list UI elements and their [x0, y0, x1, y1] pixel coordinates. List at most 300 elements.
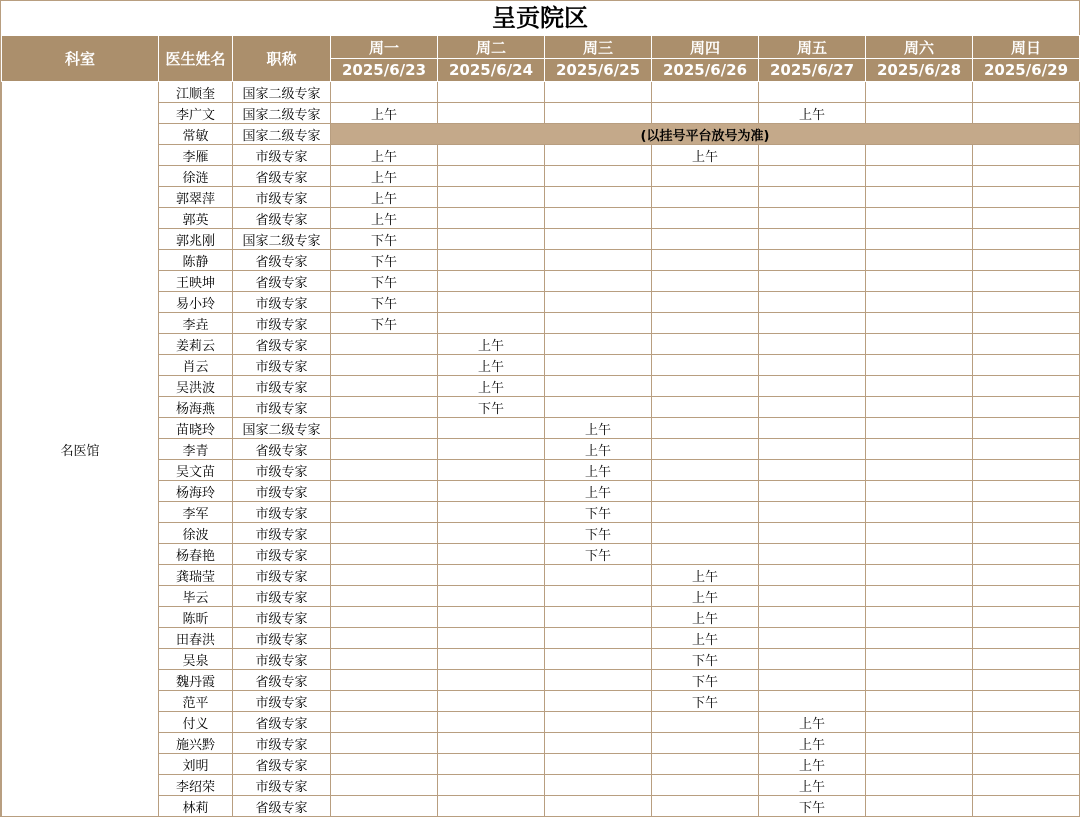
table-row: [2, 397, 1080, 418]
slot-cell: 上午: [652, 607, 759, 628]
slot-cell: [331, 691, 438, 712]
doctor-name-cell: 李青: [159, 439, 233, 460]
slot-cell: [866, 796, 973, 817]
slot-cell: [331, 796, 438, 817]
slot-cell: [866, 754, 973, 775]
rank-cell: 市级专家: [233, 523, 331, 544]
header-dept: 科室: [2, 36, 159, 82]
rank-cell: 省级专家: [233, 334, 331, 355]
doctor-name-cell: 刘明: [159, 754, 233, 775]
slot-cell: [652, 523, 759, 544]
slot-cell: [545, 103, 652, 124]
slot-cell: 下午: [545, 502, 652, 523]
doctor-name-cell: 龚瑞莹: [159, 565, 233, 586]
slot-cell: [331, 418, 438, 439]
slot-cell: [652, 775, 759, 796]
slot-cell: [331, 502, 438, 523]
header-weekday: 周五: [759, 36, 866, 59]
slot-cell: [973, 670, 1080, 691]
slot-cell: [973, 481, 1080, 502]
rank-cell: 国家二级专家: [233, 229, 331, 250]
slot-cell: [973, 82, 1080, 103]
slot-cell: [973, 271, 1080, 292]
header-weekday: 周日: [973, 36, 1080, 59]
slot-cell: [973, 208, 1080, 229]
slot-cell: [545, 712, 652, 733]
slot-cell: [866, 439, 973, 460]
slot-cell: [545, 208, 652, 229]
slot-cell: [866, 628, 973, 649]
slot-cell: [545, 586, 652, 607]
doctor-name-cell: 江顺奎: [159, 82, 233, 103]
slot-cell: [331, 544, 438, 565]
slot-cell: [652, 376, 759, 397]
rank-cell: 市级专家: [233, 607, 331, 628]
slot-cell: [652, 334, 759, 355]
slot-cell: [331, 607, 438, 628]
slot-cell: 下午: [545, 544, 652, 565]
slot-cell: 上午: [759, 733, 866, 754]
slot-cell: [652, 460, 759, 481]
slot-cell: [545, 271, 652, 292]
slot-cell: [866, 523, 973, 544]
slot-cell: [866, 544, 973, 565]
header-date: 2025/6/29: [973, 59, 1080, 82]
rank-cell: 国家二级专家: [233, 418, 331, 439]
table-row: [2, 103, 1080, 124]
slot-cell: 上午: [545, 439, 652, 460]
doctor-name-cell: 吴文苗: [159, 460, 233, 481]
slot-cell: [759, 187, 866, 208]
slot-cell: [759, 607, 866, 628]
slot-cell: [973, 628, 1080, 649]
table-row: [2, 523, 1080, 544]
rank-cell: 市级专家: [233, 775, 331, 796]
slot-cell: [438, 670, 545, 691]
slot-cell: [438, 103, 545, 124]
slot-cell: [973, 439, 1080, 460]
slot-cell: [652, 208, 759, 229]
doctor-name-cell: 徐波: [159, 523, 233, 544]
slot-cell: 上午: [438, 334, 545, 355]
table-row: [2, 334, 1080, 355]
table-row: [2, 586, 1080, 607]
slot-cell: [331, 82, 438, 103]
rank-cell: 市级专家: [233, 544, 331, 565]
slot-cell: [545, 565, 652, 586]
slot-cell: [759, 166, 866, 187]
slot-cell: [652, 313, 759, 334]
slot-cell: [652, 187, 759, 208]
slot-cell: [331, 481, 438, 502]
slot-cell: [438, 460, 545, 481]
slot-cell: [652, 754, 759, 775]
slot-cell: [973, 313, 1080, 334]
schedule-note-cell: (以挂号平台放号为准): [331, 124, 1080, 145]
slot-cell: [759, 292, 866, 313]
doctor-name-cell: 李军: [159, 502, 233, 523]
slot-cell: [973, 691, 1080, 712]
slot-cell: 下午: [652, 649, 759, 670]
rank-cell: 市级专家: [233, 649, 331, 670]
doctor-name-cell: 李绍荣: [159, 775, 233, 796]
slot-cell: [438, 439, 545, 460]
slot-cell: 下午: [652, 691, 759, 712]
rank-cell: 市级专家: [233, 460, 331, 481]
slot-cell: [331, 334, 438, 355]
slot-cell: 下午: [331, 229, 438, 250]
slot-cell: [866, 397, 973, 418]
slot-cell: [331, 355, 438, 376]
slot-cell: [652, 712, 759, 733]
slot-cell: [759, 439, 866, 460]
slot-cell: [866, 313, 973, 334]
slot-cell: 上午: [652, 565, 759, 586]
rank-cell: 省级专家: [233, 796, 331, 817]
slot-cell: [759, 544, 866, 565]
table-row: [2, 166, 1080, 187]
slot-cell: [545, 145, 652, 166]
slot-cell: [545, 313, 652, 334]
slot-cell: [866, 586, 973, 607]
slot-cell: [973, 775, 1080, 796]
rank-cell: 市级专家: [233, 355, 331, 376]
table-row: [2, 376, 1080, 397]
slot-cell: [331, 439, 438, 460]
slot-cell: [331, 565, 438, 586]
slot-cell: [331, 523, 438, 544]
slot-cell: [652, 250, 759, 271]
table-row: [2, 691, 1080, 712]
rank-cell: 市级专家: [233, 187, 331, 208]
doctor-name-cell: 吴泉: [159, 649, 233, 670]
table-row: [2, 439, 1080, 460]
slot-cell: 上午: [331, 187, 438, 208]
slot-cell: [652, 796, 759, 817]
slot-cell: [973, 586, 1080, 607]
slot-cell: [438, 628, 545, 649]
header-date: 2025/6/26: [652, 59, 759, 82]
doctor-name-cell: 陈静: [159, 250, 233, 271]
slot-cell: [545, 796, 652, 817]
doctor-name-cell: 魏丹霞: [159, 670, 233, 691]
slot-cell: 上午: [331, 103, 438, 124]
slot-cell: [973, 544, 1080, 565]
slot-cell: 上午: [652, 145, 759, 166]
table-row: [2, 565, 1080, 586]
slot-cell: [652, 439, 759, 460]
rank-cell: 市级专家: [233, 292, 331, 313]
header-date: 2025/6/24: [438, 59, 545, 82]
slot-cell: 上午: [759, 103, 866, 124]
slot-cell: [331, 649, 438, 670]
slot-cell: [331, 712, 438, 733]
slot-cell: [545, 355, 652, 376]
slot-cell: 上午: [331, 145, 438, 166]
slot-cell: [545, 649, 652, 670]
table-row: [2, 733, 1080, 754]
slot-cell: [545, 250, 652, 271]
slot-cell: [866, 271, 973, 292]
slot-cell: [973, 649, 1080, 670]
slot-cell: [652, 82, 759, 103]
slot-cell: [759, 649, 866, 670]
slot-cell: [866, 187, 973, 208]
slot-cell: [866, 145, 973, 166]
slot-cell: 上午: [545, 481, 652, 502]
doctor-name-cell: 郭兆刚: [159, 229, 233, 250]
slot-cell: [866, 502, 973, 523]
rank-cell: 省级专家: [233, 250, 331, 271]
table-row: [2, 775, 1080, 796]
slot-cell: [759, 355, 866, 376]
slot-cell: [759, 670, 866, 691]
slot-cell: [331, 460, 438, 481]
slot-cell: [759, 229, 866, 250]
doctor-name-cell: 苗晓玲: [159, 418, 233, 439]
slot-cell: [866, 208, 973, 229]
slot-cell: [545, 775, 652, 796]
rank-cell: 市级专家: [233, 691, 331, 712]
table-row: [2, 418, 1080, 439]
table-row: [2, 712, 1080, 733]
table-row: [2, 82, 1080, 103]
slot-cell: [973, 145, 1080, 166]
slot-cell: [759, 250, 866, 271]
slot-cell: 上午: [652, 586, 759, 607]
slot-cell: [438, 250, 545, 271]
slot-cell: 下午: [438, 397, 545, 418]
rank-cell: 省级专家: [233, 754, 331, 775]
slot-cell: [973, 250, 1080, 271]
slot-cell: 下午: [652, 670, 759, 691]
slot-cell: [973, 355, 1080, 376]
doctor-name-cell: 杨春艳: [159, 544, 233, 565]
doctor-name-cell: 陈昕: [159, 607, 233, 628]
slot-cell: [759, 376, 866, 397]
slot-cell: [973, 187, 1080, 208]
slot-cell: [759, 271, 866, 292]
slot-cell: [866, 649, 973, 670]
slot-cell: [438, 712, 545, 733]
slot-cell: [438, 481, 545, 502]
doctor-name-cell: 徐涟: [159, 166, 233, 187]
table-row: [2, 628, 1080, 649]
doctor-name-cell: 郭翠萍: [159, 187, 233, 208]
slot-cell: [973, 712, 1080, 733]
slot-cell: [545, 82, 652, 103]
slot-cell: [866, 712, 973, 733]
slot-cell: [866, 607, 973, 628]
slot-cell: [759, 481, 866, 502]
slot-cell: [438, 691, 545, 712]
slot-cell: [973, 733, 1080, 754]
header-weekday: 周一: [331, 36, 438, 59]
doctor-name-cell: 易小玲: [159, 292, 233, 313]
slot-cell: [973, 754, 1080, 775]
slot-cell: [438, 775, 545, 796]
slot-cell: 上午: [759, 754, 866, 775]
slot-cell: [438, 82, 545, 103]
slot-cell: [545, 292, 652, 313]
doctor-name-cell: 肖云: [159, 355, 233, 376]
slot-cell: [438, 523, 545, 544]
slot-cell: 上午: [331, 208, 438, 229]
slot-cell: [331, 775, 438, 796]
slot-cell: [866, 376, 973, 397]
rank-cell: 市级专家: [233, 313, 331, 334]
rank-cell: 省级专家: [233, 166, 331, 187]
slot-cell: [652, 229, 759, 250]
header-weekday: 周四: [652, 36, 759, 59]
slot-cell: [973, 397, 1080, 418]
slot-cell: [331, 754, 438, 775]
slot-cell: [866, 733, 973, 754]
slot-cell: [438, 544, 545, 565]
doctor-name-cell: 毕云: [159, 586, 233, 607]
slot-cell: [652, 481, 759, 502]
slot-cell: [652, 355, 759, 376]
slot-cell: [973, 103, 1080, 124]
rank-cell: 省级专家: [233, 712, 331, 733]
department-cell: 名医馆: [2, 82, 159, 817]
slot-cell: [438, 271, 545, 292]
slot-cell: [545, 376, 652, 397]
slot-cell: [866, 334, 973, 355]
rank-cell: 市级专家: [233, 397, 331, 418]
slot-cell: [331, 397, 438, 418]
slot-cell: [866, 82, 973, 103]
doctor-name-cell: 范平: [159, 691, 233, 712]
slot-cell: [866, 166, 973, 187]
slot-cell: [545, 628, 652, 649]
slot-cell: [545, 334, 652, 355]
table-row: [2, 229, 1080, 250]
slot-cell: [545, 166, 652, 187]
table-row: [2, 481, 1080, 502]
table-row: [2, 544, 1080, 565]
slot-cell: [438, 502, 545, 523]
slot-cell: [545, 754, 652, 775]
slot-cell: [545, 607, 652, 628]
slot-cell: [759, 586, 866, 607]
slot-cell: [652, 502, 759, 523]
slot-cell: [973, 334, 1080, 355]
doctor-name-cell: 李垚: [159, 313, 233, 334]
slot-cell: [438, 166, 545, 187]
slot-cell: 上午: [652, 628, 759, 649]
slot-cell: [438, 187, 545, 208]
rank-cell: 市级专家: [233, 145, 331, 166]
slot-cell: [438, 313, 545, 334]
slot-cell: [973, 460, 1080, 481]
rank-cell: 市级专家: [233, 481, 331, 502]
slot-cell: [973, 376, 1080, 397]
slot-cell: [331, 376, 438, 397]
rank-cell: 国家二级专家: [233, 103, 331, 124]
slot-cell: [973, 166, 1080, 187]
slot-cell: [331, 670, 438, 691]
slot-cell: 下午: [331, 271, 438, 292]
rank-cell: 国家二级专家: [233, 124, 331, 145]
slot-cell: [331, 628, 438, 649]
table-row: [2, 649, 1080, 670]
rank-cell: 国家二级专家: [233, 82, 331, 103]
slot-cell: 上午: [759, 775, 866, 796]
table-header: [2, 36, 1080, 82]
table-row: [2, 796, 1080, 817]
slot-cell: [759, 523, 866, 544]
slot-cell: [652, 166, 759, 187]
slot-cell: [438, 649, 545, 670]
slot-cell: [866, 103, 973, 124]
rank-cell: 市级专家: [233, 628, 331, 649]
slot-cell: [759, 82, 866, 103]
slot-cell: [759, 460, 866, 481]
slot-cell: [759, 313, 866, 334]
table-row: [2, 292, 1080, 313]
slot-cell: [331, 733, 438, 754]
slot-cell: [438, 586, 545, 607]
slot-cell: [973, 292, 1080, 313]
slot-cell: [973, 607, 1080, 628]
table-row: [2, 355, 1080, 376]
rank-cell: 市级专家: [233, 376, 331, 397]
slot-cell: [652, 103, 759, 124]
header-date: 2025/6/25: [545, 59, 652, 82]
slot-cell: [438, 607, 545, 628]
slot-cell: [545, 187, 652, 208]
rank-cell: 省级专家: [233, 208, 331, 229]
slot-cell: [866, 565, 973, 586]
rank-cell: 市级专家: [233, 565, 331, 586]
slot-cell: [438, 229, 545, 250]
slot-cell: [866, 691, 973, 712]
slot-cell: [652, 397, 759, 418]
slot-cell: 下午: [331, 313, 438, 334]
slot-cell: [866, 460, 973, 481]
slot-cell: [973, 523, 1080, 544]
rank-cell: 市级专家: [233, 733, 331, 754]
slot-cell: [331, 586, 438, 607]
header-weekday: 周六: [866, 36, 973, 59]
slot-cell: [759, 418, 866, 439]
slot-cell: [866, 355, 973, 376]
page-title: 呈贡院区: [492, 4, 588, 32]
doctor-name-cell: 王映坤: [159, 271, 233, 292]
slot-cell: [759, 691, 866, 712]
slot-cell: [652, 418, 759, 439]
rank-cell: 市级专家: [233, 586, 331, 607]
table-row: [2, 250, 1080, 271]
header-rank: 职称: [233, 36, 331, 82]
slot-cell: [973, 418, 1080, 439]
table-row: [2, 607, 1080, 628]
slot-cell: [759, 334, 866, 355]
slot-cell: [545, 229, 652, 250]
slot-cell: [866, 670, 973, 691]
slot-cell: 下午: [545, 523, 652, 544]
slot-cell: [438, 796, 545, 817]
slot-cell: [866, 775, 973, 796]
slot-cell: [759, 397, 866, 418]
table-row: [2, 313, 1080, 334]
header-date: 2025/6/28: [866, 59, 973, 82]
slot-cell: [545, 691, 652, 712]
header-weekday: 周二: [438, 36, 545, 59]
slot-cell: [866, 292, 973, 313]
slot-cell: [438, 733, 545, 754]
